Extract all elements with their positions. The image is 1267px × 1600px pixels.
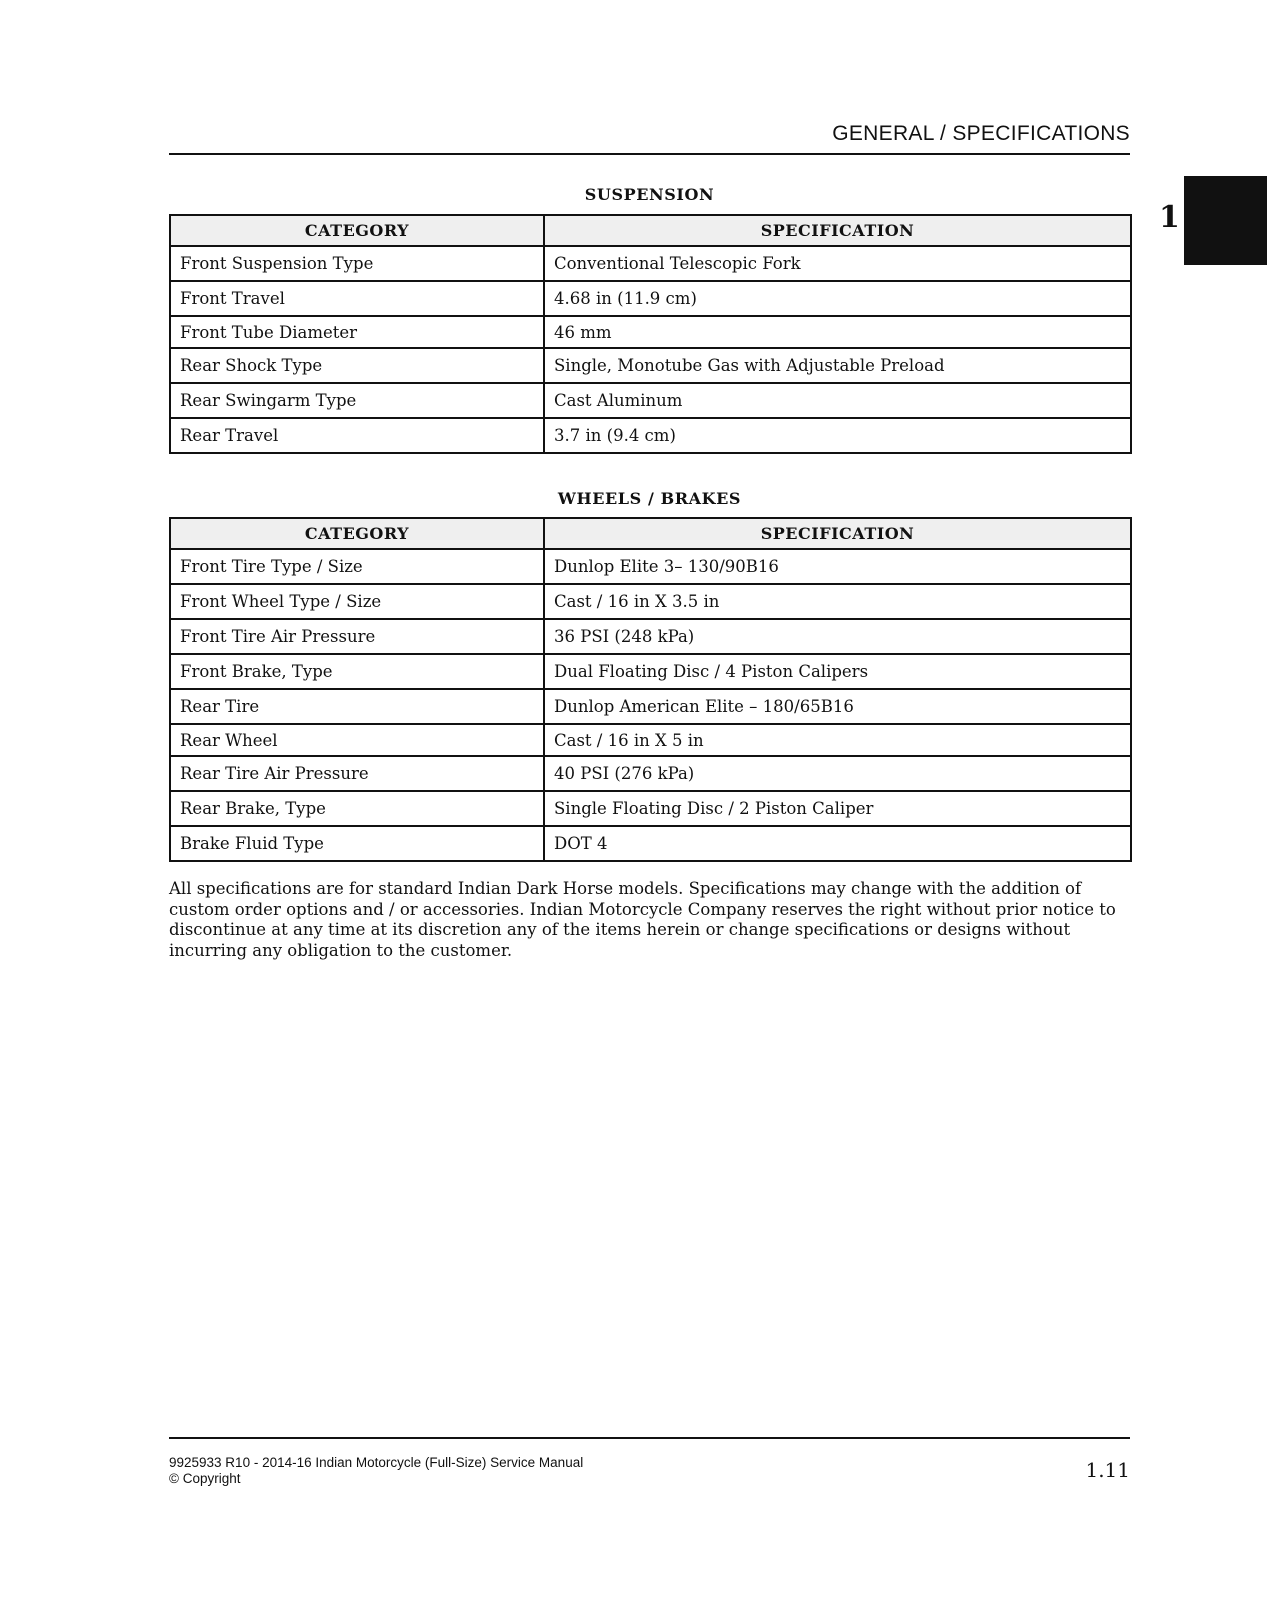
wheels-brakes-section-title: WHEELS / BRAKES xyxy=(557,489,742,508)
category-cell: Rear Tire Air Pressure xyxy=(170,756,544,791)
category-cell: Rear Tire xyxy=(170,689,544,724)
specification-cell: Dunlop Elite 3– 130/90B16 xyxy=(544,549,1131,584)
category-cell: Rear Shock Type xyxy=(170,348,544,383)
table-row xyxy=(170,549,1131,584)
specification-cell: 3.7 in (9.4 cm) xyxy=(544,418,1131,453)
category-cell: Rear Brake, Type xyxy=(170,791,544,826)
category-cell: Front Brake, Type xyxy=(170,654,544,689)
suspension-section-title: SUSPENSION xyxy=(584,185,715,204)
suspension-table xyxy=(169,214,1132,454)
specification-cell: Cast / 16 in X 5 in xyxy=(544,724,1131,756)
column-header-specification: SPECIFICATION xyxy=(544,215,1131,246)
table-row xyxy=(170,756,1131,791)
table-row xyxy=(170,826,1131,861)
table-row xyxy=(170,246,1131,281)
specification-cell: DOT 4 xyxy=(544,826,1131,861)
category-cell: Rear Wheel xyxy=(170,724,544,756)
table-row xyxy=(170,791,1131,826)
footer-rule xyxy=(169,1437,1130,1439)
table-row xyxy=(170,348,1131,383)
specification-cell: Dunlop American Elite – 180/65B16 xyxy=(544,689,1131,724)
header-rule xyxy=(169,153,1130,155)
column-header-category: CATEGORY xyxy=(170,518,544,549)
table-row xyxy=(170,383,1131,418)
page-header-title: GENERAL / SPECIFICATIONS xyxy=(832,122,1130,145)
specification-cell: Single Floating Disc / 2 Piston Caliper xyxy=(544,791,1131,826)
wheels-brakes-table xyxy=(169,517,1132,862)
specification-cell: 46 mm xyxy=(544,316,1131,348)
category-cell: Front Suspension Type xyxy=(170,246,544,281)
chapter-number: 1 xyxy=(1159,200,1180,235)
chapter-tab-marker xyxy=(1184,176,1267,265)
manual-title: 9925933 R10 - 2014-16 Indian Motorcycle (Full-Size) Service Manual xyxy=(169,1455,584,1470)
page-number: 1.11 xyxy=(1085,1458,1130,1482)
specification-cell: Cast / 16 in X 3.5 in xyxy=(544,584,1131,619)
category-cell: Front Tire Type / Size xyxy=(170,549,544,584)
table-row xyxy=(170,689,1131,724)
disclaimer-note: All specifications are for standard Indian Dark Horse models. Specifications may change with the addition of custom order options and / or accessories. Indian Motorcycle Company reserves the right without prior notice to discontinue at any time at its discretion any of the items herein or change specifications or designs without incurring any obligation to the customer. xyxy=(169,879,1116,960)
table-row xyxy=(170,619,1131,654)
table-row xyxy=(170,584,1131,619)
table-header-row xyxy=(170,215,1131,246)
category-cell: Rear Swingarm Type xyxy=(170,383,544,418)
table-row xyxy=(170,724,1131,756)
table-row xyxy=(170,418,1131,453)
column-header-specification: SPECIFICATION xyxy=(544,518,1131,549)
category-cell: Front Tire Air Pressure xyxy=(170,619,544,654)
table-row xyxy=(170,281,1131,316)
footer-manual-info xyxy=(169,1455,583,1487)
table-row xyxy=(170,654,1131,689)
table-row xyxy=(170,316,1131,348)
copyright-text: © Copyright xyxy=(169,1471,241,1486)
category-cell: Brake Fluid Type xyxy=(170,826,544,861)
category-cell: Front Travel xyxy=(170,281,544,316)
specification-cell: Cast Aluminum xyxy=(544,383,1131,418)
category-cell: Front Tube Diameter xyxy=(170,316,544,348)
specification-cell: Single, Monotube Gas with Adjustable Preload xyxy=(544,348,1131,383)
specification-cell: Dual Floating Disc / 4 Piston Calipers xyxy=(544,654,1131,689)
specification-cell: 4.68 in (11.9 cm) xyxy=(544,281,1131,316)
category-cell: Rear Travel xyxy=(170,418,544,453)
specification-cell: 36 PSI (248 kPa) xyxy=(544,619,1131,654)
specification-cell: Conventional Telescopic Fork xyxy=(544,246,1131,281)
category-cell: Front Wheel Type / Size xyxy=(170,584,544,619)
column-header-category: CATEGORY xyxy=(170,215,544,246)
specification-cell: 40 PSI (276 kPa) xyxy=(544,756,1131,791)
table-header-row xyxy=(170,518,1131,549)
